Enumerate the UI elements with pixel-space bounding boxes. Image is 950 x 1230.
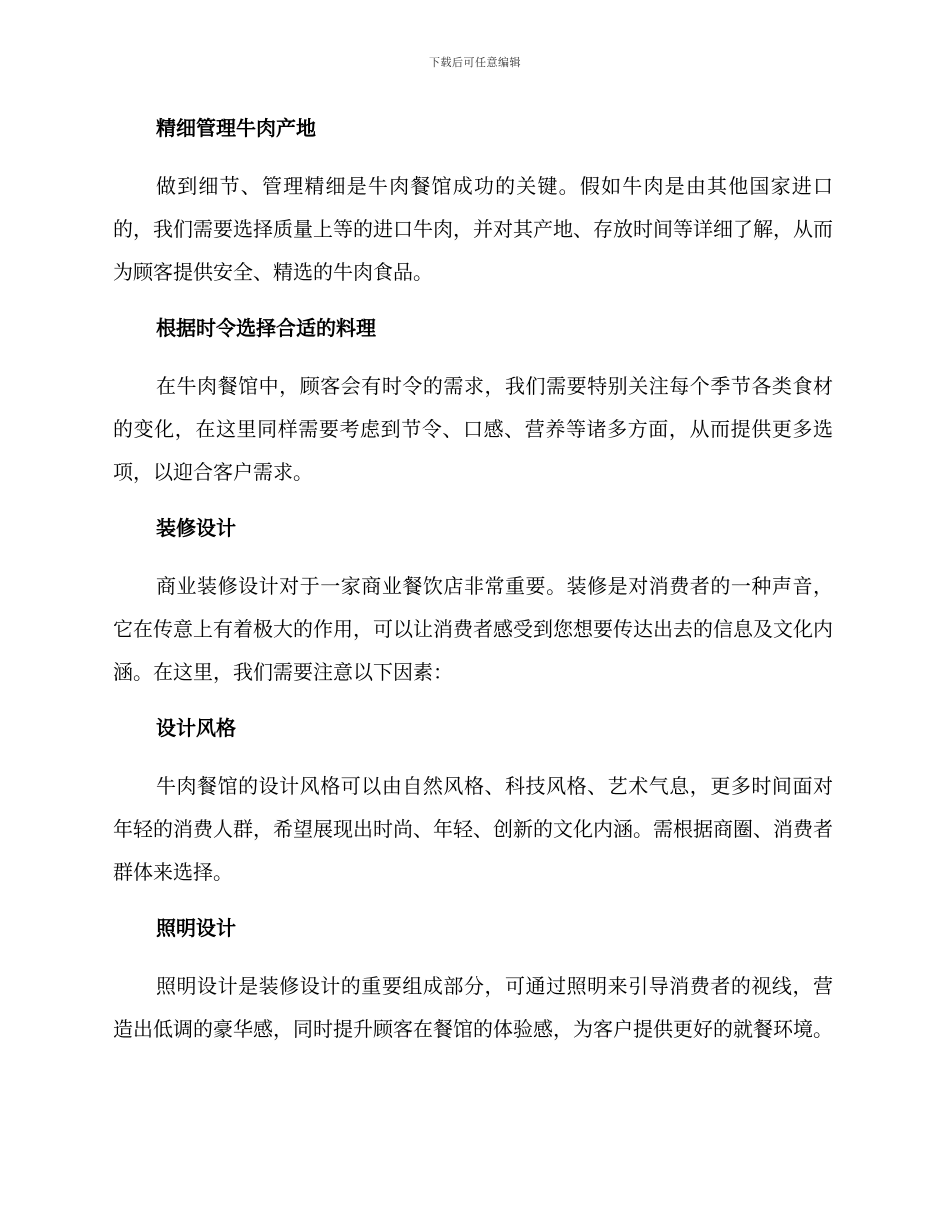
section-paragraph-design-style: 牛肉餐馆的设计风格可以由自然风格、科技风格、艺术气息，更多时间面对年轻的消费人群，希望展现出时尚、年轻、创新的文化内涵。需根据商圈、消费者群体来选择。: [113, 774, 833, 884]
section-paragraph-decoration-design: 商业装修设计对于一家商业餐饮店非常重要。装修是对消费者的一种声音，它在传意上有着极大的作用，可以让消费者感受到您想要传达出去的信息及文化内涵。在这里，我们需要注意以下因素：: [113, 574, 833, 684]
page-header: 下载后可任意编辑: [429, 56, 521, 69]
section-heading-beef-origin: 精细管理牛肉产地: [156, 116, 316, 140]
section-heading-seasonal-cuisine: 根据时令选择合适的料理: [156, 316, 376, 340]
section-paragraph-beef-origin: 做到细节、管理精细是牛肉餐馆成功的关键。假如牛肉是由其他国家进口的，我们需要选择质量上等的进口牛肉，并对其产地、存放时间等详细了解，从而为顾客提供安全、精选的牛肉食品。: [113, 174, 833, 284]
section-paragraph-seasonal-cuisine: 在牛肉餐馆中，顾客会有时令的需求，我们需要特别关注每个季节各类食材的变化，在这里同样需要考虑到节令、口感、营养等诸多方面，从而提供更多选项，以迎合客户需求。: [113, 374, 833, 484]
section-heading-decoration-design: 装修设计: [156, 516, 236, 540]
section-heading-lighting-design: 照明设计: [156, 916, 236, 940]
section-paragraph-lighting-design: 照明设计是装修设计的重要组成部分，可通过照明来引导消费者的视线，营造出低调的豪华感，同时提升顾客在餐馆的体验感，为客户提供更好的就餐环境。: [113, 974, 833, 1041]
document-body: [113, 110, 833, 1067]
section-heading-design-style: 设计风格: [156, 716, 236, 740]
